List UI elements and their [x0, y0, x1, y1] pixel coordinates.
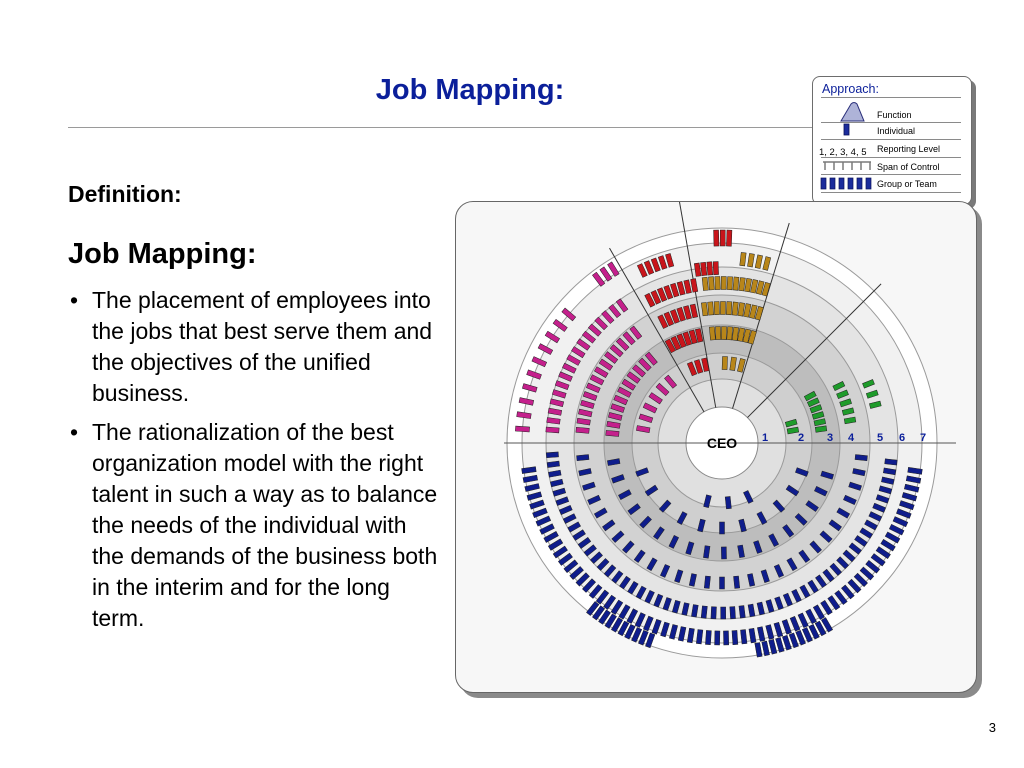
individual-marker	[734, 576, 740, 588]
individual-marker	[855, 455, 867, 461]
individual-marker	[727, 327, 733, 340]
legend-label-reporting-level: Reporting Level	[877, 144, 941, 154]
individual-marker	[709, 327, 715, 340]
legend-divider	[821, 97, 961, 98]
individual-marker	[708, 277, 714, 290]
reporting-level-numbers: 1, 2, 3, 4, 5	[819, 147, 867, 158]
individual-marker	[713, 262, 718, 275]
individual-marker	[733, 277, 739, 290]
level-number-label: 1	[761, 432, 769, 444]
individual-marker	[711, 607, 717, 619]
individual-icon	[844, 124, 849, 135]
individual-marker	[704, 576, 710, 588]
individual-marker	[730, 607, 736, 619]
slide-title: Job Mapping:	[375, 74, 565, 106]
individual-marker	[721, 326, 726, 339]
individual-marker	[577, 455, 589, 461]
individual-marker	[701, 606, 707, 618]
individual-marker	[721, 547, 726, 559]
individual-marker	[732, 302, 738, 315]
individual-marker	[714, 302, 719, 315]
level-number-label: 5	[876, 432, 884, 444]
definition-heading: Definition:	[68, 181, 182, 207]
individual-marker	[720, 230, 725, 246]
page-number: 3	[988, 720, 996, 735]
bullet-glyph: •	[70, 419, 79, 445]
individual-marker	[714, 230, 719, 246]
legend-box	[812, 76, 972, 205]
legend-label-span-of-control: Span of Control	[877, 162, 940, 172]
legend-label-individual: Individual	[877, 126, 916, 136]
term-heading: Job Mapping:	[68, 238, 257, 270]
legend-divider	[821, 122, 961, 123]
individual-marker	[715, 631, 720, 645]
individual-marker	[721, 276, 726, 289]
bullet-item	[68, 285, 438, 409]
individual-marker	[723, 631, 728, 645]
individual-marker	[546, 452, 558, 458]
individual-marker	[515, 426, 529, 432]
individual-marker	[720, 577, 725, 589]
individual-marker	[720, 522, 725, 534]
individual-marker	[726, 302, 732, 315]
individual-marker	[546, 427, 559, 433]
legend-divider	[821, 157, 961, 158]
individual-marker	[739, 606, 745, 619]
level-number-label: 3	[826, 432, 834, 444]
group-team-icon	[821, 178, 871, 189]
individual-marker	[720, 301, 725, 314]
level-number-label: 7	[919, 432, 927, 444]
individual-marker	[576, 427, 589, 433]
span-of-control-icon	[823, 162, 871, 170]
individual-marker	[701, 262, 707, 275]
level-number-label: 2	[797, 432, 805, 444]
individual-marker	[732, 630, 738, 644]
individual-marker	[885, 459, 897, 465]
org-wheel-diagram	[456, 202, 976, 692]
org-wheel-panel	[455, 201, 977, 693]
individual-marker	[725, 496, 731, 508]
legend-divider	[821, 139, 961, 140]
individual-marker	[705, 630, 711, 644]
level-number-label: 6	[898, 432, 906, 444]
level-number-label: 4	[847, 432, 855, 444]
ceo-label: CEO	[706, 435, 738, 451]
legend-label-function: Function	[877, 110, 912, 120]
bullet-glyph: •	[70, 287, 79, 313]
individual-marker	[702, 277, 708, 290]
legend-label-group-team: Group or Team	[877, 179, 937, 189]
legend-divider	[821, 174, 961, 175]
definition-bullets	[68, 285, 438, 642]
individual-marker	[727, 277, 733, 290]
individual-marker	[707, 262, 713, 275]
individual-marker	[715, 326, 720, 339]
individual-marker	[722, 356, 727, 369]
legend-divider	[821, 192, 961, 193]
bullet-text: The rationalization of the best organization model with the right talent in such a way as to balance the needs of the individual with the demands of the business both in the interim and for the long term.	[92, 419, 438, 631]
individual-marker	[726, 230, 732, 246]
individual-marker	[606, 430, 619, 436]
individual-marker	[708, 302, 714, 315]
bullet-text: The placement of employees into the jobs that best serve them and the objectives of the unified business.	[92, 287, 433, 406]
individual-marker	[715, 276, 720, 289]
function-sector-icon	[841, 103, 864, 122]
individual-marker	[721, 607, 726, 619]
bullet-item	[68, 417, 438, 634]
legend-title: Approach:	[822, 82, 879, 96]
